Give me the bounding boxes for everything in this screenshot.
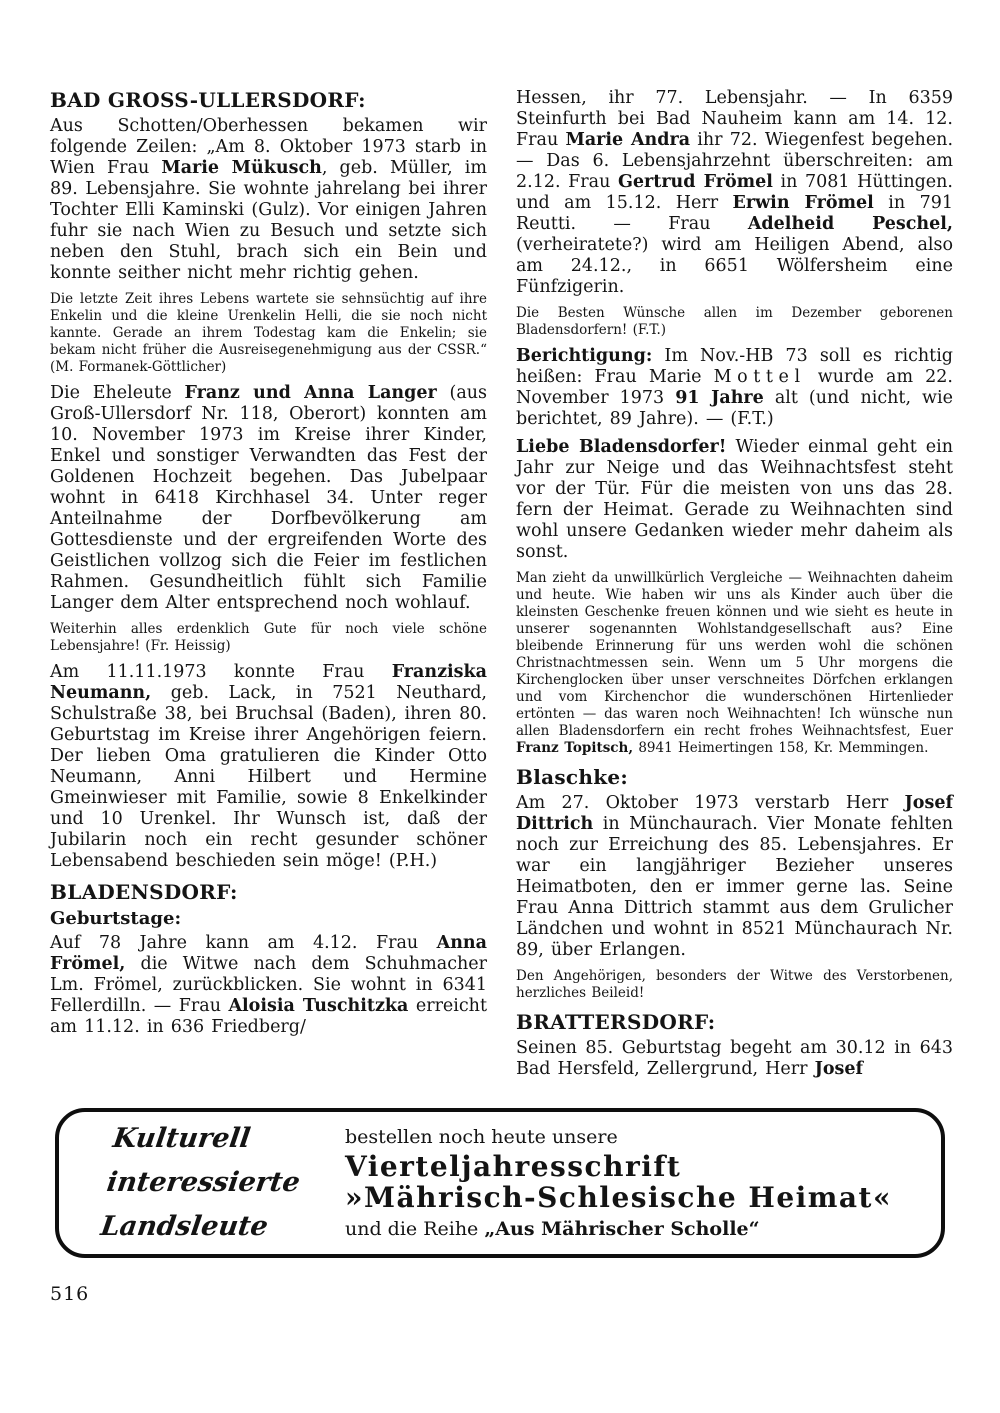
paragraph: Hessen, ihr 77. Lebensjahr. — In 6359 Steinfurth bei Bad Nauheim kann am 14. 12. Frau Marie Andra ihr 72. Wiegenfest begehen. — Das 6. Lebensjahrzehnt überschreiten: am 2.12. Frau Gertrud Frömel in 7081 Hüttingen. und am 15.12. Herr Erwin Frömel in 791 Reutti. — Frau Adelheid Peschel, (verheiratete?) wird am Heiligen Abend, also am 24.12., in 6651 Wölfersheim eine Fünfzigerin. xyxy=(516,88,954,297)
paragraph: Aus Schotten/Oberhessen bekamen wir folgende Zeilen: „Am 8. Oktober 1973 starb in Wien Frau Marie Mükusch, geb. Müller, im 89. Lebensjahre. Sie wohnte jahrelang bei ihrer Tochter Elli Kaminski (Gulz). Vor einigen Jahren fuhr sie nach Wien zu Besuch und setzte sich neben den Stuhl, brach sich ein Bein und konnte seither nicht mehr richtig gehen. xyxy=(50,116,487,283)
fine-print: Den Angehörigen, besonders der Witwe des Verstorbenen, herzliches Beileid! xyxy=(516,968,953,1001)
section-heading: BRATTERSDORF: xyxy=(516,1010,716,1034)
section-heading: BAD GROSS-ULLERSDORF: xyxy=(50,88,366,112)
paragraph: Liebe Bladensdorfer! Wieder einmal geht ein Jahr zur Neige und das Weihnachtsfest steht vor der Tür. Für die meisten von uns das 28. fern der Heimat. Gerade zu Weihnachten sind wohl unsere Gedanken wieder mehr daheim als sonst. xyxy=(516,437,954,562)
ad-main-text xyxy=(339,1126,941,1240)
ad-script-text xyxy=(50,1117,349,1249)
paragraph: Auf 78 Jahre kann am 4.12. Frau Anna Frömel, die Witwe nach dem Schuhmacher Lm. Frömel, zurückblicken. Sie wohnt in 6341 Fellerdilln. — Frau Aloisia Tuschitzka erreicht am 11.12. in 636 Friedberg/ xyxy=(50,933,487,1037)
fine-print: Weiterhin alles erdenklich Gute für noch viele schöne Lebensjahre! (Fr. Heissig) xyxy=(50,621,487,654)
ad-script-line-1: Kulturell xyxy=(111,1123,253,1154)
ad-script-line-2: interessierte xyxy=(104,1167,302,1198)
article-columns xyxy=(50,88,953,1087)
paragraph: Berichtigung: Im Nov.-HB 73 soll es richtig heißen: Frau Marie Mottel wurde am 22. November 1973 91 Jahre alt (und nicht, wie berichtet, 89 Jahre). — (F.T.) xyxy=(516,346,953,429)
ad-title-line-1: Vierteljahresschrift xyxy=(345,1150,682,1183)
ad-script-line-3: Landsleute xyxy=(98,1211,270,1242)
paragraph: Seinen 85. Geburtstag begeht am 30.12 in 643 Bad Hersfeld, Zellergrund, Herr Josef xyxy=(516,1038,953,1079)
ad-series-prefix: und die Reihe xyxy=(345,1218,485,1240)
fine-print: Man zieht da unwillkürlich Vergleiche — Weihnachten daheim und heute. Wie haben wir uns als Kinder auch über die kleinsten Geschenke freuen können und wie sieht es heute in unserer sogenannten Wohlstandgesellschaft aus? Eine bleibende Erinnerung für uns werden wohl die schönen Christnachtmessen sein. Wenn um 5 Uhr morgens die Kirchenglocken über unser verschneites Dörfchen erklangen und vom Kirchenchor die wunderschönen Hirtenlieder ertönten — das waren noch Weihnachten! Ich wünsche nun allen Bladensdorfern ein recht frohes Weihnachtsfest, Euer Franz Topitsch, 8941 Heimertingen 158, Kr. Memmingen. xyxy=(516,570,953,756)
section-heading: BLADENSDORF: xyxy=(50,880,238,904)
page-number: 516 xyxy=(50,1283,90,1305)
paragraph: Die Eheleute Franz und Anna Langer (aus Groß-Ullersdorf Nr. 118, Oberort) konnten am 10. November 1973 im Kreise ihrer Kinder, Enkel und sonstiger Verwandten das Fest der Goldenen Hochzeit begehen. Das Jubelpaar wohnt in 6418 Kirchhasel 34. Unter reger Anteilnahme der Dorfbevölkerung am Gottesdienste und der ergreifenden Worte des Geistlichen vollzog sich die Feier im festlichen Rahmen. Gesundheitlich fühlt sich Familie Langer dem Alter entsprechend noch wohlauf. xyxy=(50,383,488,613)
fine-print: Die letzte Zeit ihres Lebens wartete sie sehnsüchtig auf ihre Enkelin und die kleine Urenkelin Helli, die sie noch nicht kannte. Gerade an ihrem Todestag kam die Enkelin; sie bekam nicht früher die Ausreisegenehmigung aus der CSSR.“ (M. Formanek-Göttlicher) xyxy=(50,291,487,375)
ad-title-line-2: »Mährisch-Schlesische Heimat« xyxy=(345,1181,892,1214)
column-left xyxy=(50,88,487,1087)
paragraph: Am 27. Oktober 1973 verstarb Herr Josef Dittrich in Münchaurach. Vier Monate fehlten noch zur Erreichung des 85. Lebensjahres. Er war ein langjähriger Bezieher unseres Heimatboten, den er immer gerne las. Seine Frau Anna Dittrich stammt aus dem Grulicher Ländchen und wohnt in 8521 Münchaurach Nr. 89, über Erlangen. xyxy=(516,793,953,960)
ad-series-title: „Aus Mährischer Scholle“ xyxy=(484,1218,760,1240)
subscription-ad-box xyxy=(55,1108,945,1258)
ad-series-line xyxy=(345,1218,941,1240)
fine-print: Die Besten Wünsche allen im Dezember geborenen Bladensdorfern! (F.T.) xyxy=(516,305,953,338)
section-heading: Blaschke: xyxy=(516,765,629,789)
column-right xyxy=(516,88,953,1087)
ad-intro-line: bestellen noch heute unsere xyxy=(345,1126,618,1148)
sub-heading: Geburtstage: xyxy=(50,908,182,929)
paragraph: Am 11.11.1973 konnte Frau Franziska Neumann, geb. Lack, in 7521 Neuthard, Schulstraße 38, bei Bruchsal (Baden), ihren 80. Geburtstag im Kreise ihrer Angehörigen feiern. Der lieben Oma gratulieren die Kinder Otto Neumann, Anni Hilbert und Hermine Gmeinwieser mit Familie, sowie 8 Enkelkinder und 10 Urenkel. Ihr Wunsch ist, daß der Jubilarin noch ein recht gesunder schöner Lebensabend beschieden sein möge! (P.H.) xyxy=(50,662,487,871)
